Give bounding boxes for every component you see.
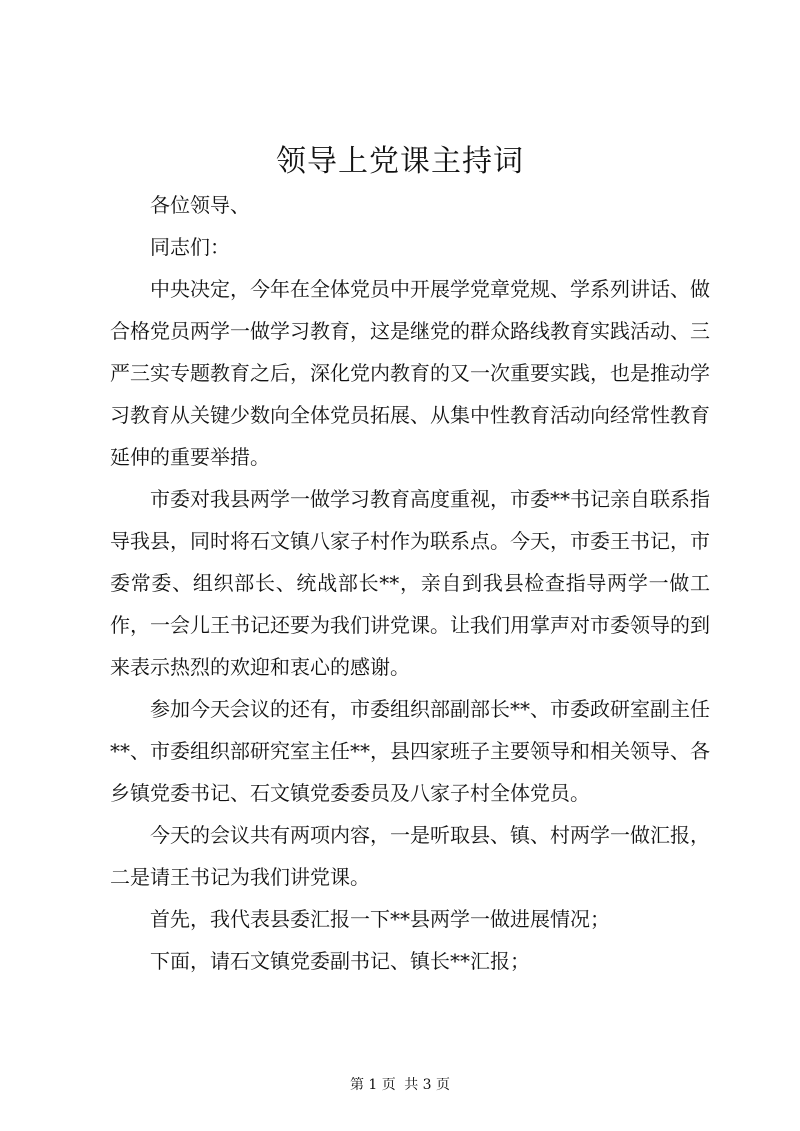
paragraph: 首先，我代表县委汇报一下**县两学一做进展情况； — [150, 907, 610, 931]
page-total: 共 3 页 — [404, 1077, 451, 1093]
page-title: 领导上党课主持词 — [276, 144, 524, 179]
paragraph: 市委对我县两学一做学习教育高度重视，市委**书记亲自联系指导我县，同时将石文镇八家子村作为联系点。今天，市委王书记，市委常委、组织部长、统战部长**，亲自到我县检查指导两学一做工作，一会儿王书记还要为我们讲党课。让我们用掌声对市委领导的到来表示热烈的欢迎和衷心的感谢。 — [110, 487, 710, 679]
paragraph: 中央决定，今年在全体党员中开展学党章党规、学系列讲话、做合格党员两学一做学习教育，这是继党的群众路线教育实践活动、三严三实专题教育之后，深化党内教育的又一次重要实践，也是推动学习教育从关键少数向全体党员拓展、从集中性教育活动向经常性教育延伸的重要举措。 — [110, 277, 710, 469]
page-footer — [0, 1075, 800, 1095]
paragraph: 今天的会议共有两项内容，一是听取县、镇、村两学一做汇报，二是请王书记为我们讲党课。 — [110, 823, 710, 889]
page-number: 第 1 页 — [349, 1077, 396, 1093]
paragraph-greeting-2: 同志们： — [150, 235, 230, 259]
document-body — [110, 184, 710, 982]
paragraph: 下面，请石文镇党委副书记、镇长**汇报； — [150, 949, 530, 973]
paragraph-greeting-1: 各位领导、 — [150, 193, 250, 217]
paragraph: 参加今天会议的还有，市委组织部副部长**、市委政研室副主任**、市委组织部研究室主任**，县四家班子主要领导和相关领导、各乡镇党委书记、石文镇党委委员及八家子村全体党员。 — [110, 697, 710, 805]
